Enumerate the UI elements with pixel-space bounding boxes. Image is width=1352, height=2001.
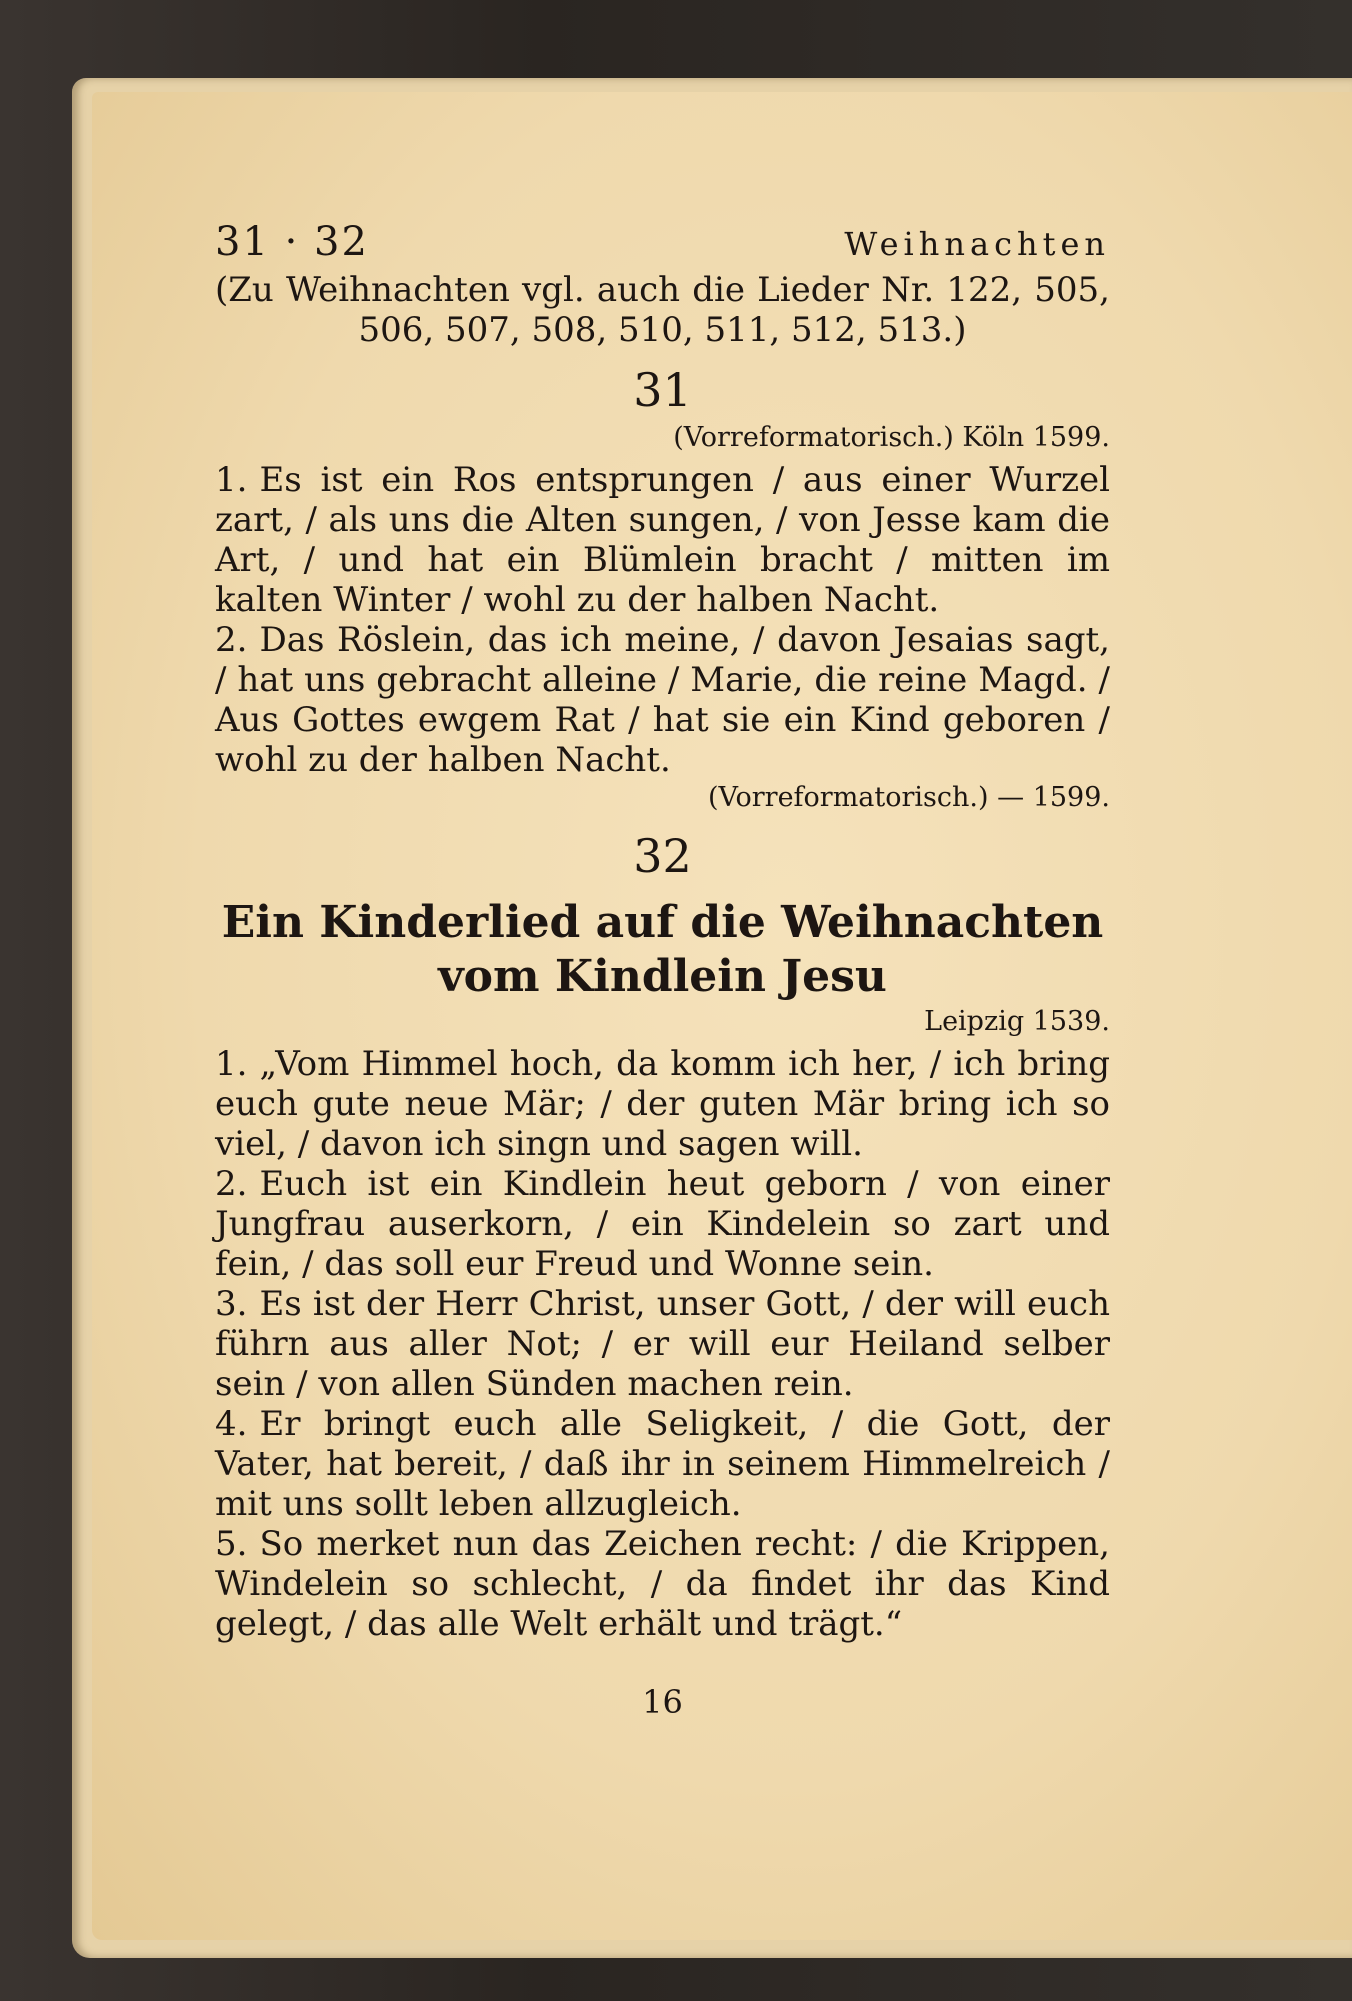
verse-number: 1. bbox=[215, 1044, 248, 1084]
song-31-verse-1 bbox=[215, 460, 1110, 620]
song-32-verse-1 bbox=[215, 1044, 1110, 1164]
song-number-range: 31 · 32 bbox=[215, 219, 369, 265]
verse-text: Es ist ein Ros entsprungen / aus einer Wurzel zart, / als uns die Alten sungen, / von Jesse kam die Art, / und hat ein Blümlein bracht / mitten im kalten Winter / wohl zu der halben Nacht. bbox=[215, 460, 1110, 620]
song-32-verse-5 bbox=[215, 1524, 1110, 1644]
book-page bbox=[92, 92, 1352, 1940]
verse-number: 3. bbox=[215, 1284, 248, 1324]
song-32-verse-3 bbox=[215, 1284, 1110, 1404]
song-32-title-line-1: Ein Kinderlied auf die Weihnachten bbox=[221, 897, 1104, 948]
song-32-verse-2 bbox=[215, 1164, 1110, 1284]
verse-text: Das Röslein, das ich meine, / davon Jesaias sagt, / hat uns gebracht alleine / Marie, die reine Magd. / Aus Gottes ewgem Rat / hat sie ein Kind geboren / wohl zu der halben Nacht. bbox=[215, 620, 1110, 780]
song-32-source: Leipzig 1539. bbox=[924, 1006, 1110, 1037]
verse-text: „Vom Himmel hoch, da komm ich her, / ich bring euch gute neue Mär; / der guten Mär bring ich so viel, / davon ich singn und sagen will. bbox=[215, 1044, 1110, 1164]
verse-text: Er bringt euch alle Seligkeit, / die Gott, der Vater, hat bereit, / daß ihr in seinem Himmelreich / mit uns sollt leben allzugleich. bbox=[215, 1404, 1110, 1524]
verse-number: 1. bbox=[215, 460, 248, 500]
verse-number: 4. bbox=[215, 1404, 248, 1444]
page-number: 16 bbox=[642, 1683, 683, 1721]
page-header bbox=[215, 219, 1110, 265]
song-32-verse-4 bbox=[215, 1404, 1110, 1524]
song-31-verse-2 bbox=[215, 620, 1110, 780]
song-number-32: 32 bbox=[633, 829, 692, 883]
song-31-footnote-source: (Vorreformatorisch.) — 1599. bbox=[707, 782, 1110, 813]
page-content bbox=[215, 219, 1110, 1722]
verse-number: 2. bbox=[215, 1164, 248, 1204]
song-number-31: 31 bbox=[633, 363, 692, 417]
song-32-title bbox=[215, 896, 1110, 1004]
verse-text: Es ist der Herr Christ, unser Gott, / der will euch führn aus aller Not; / er will eur Heiland selber sein / von allen Sünden machen rein. bbox=[215, 1284, 1110, 1404]
verse-text: Euch ist ein Kindlein heut geborn / von einer Jungfrau auserkorn, / ein Kindelein so zart und fein, / das soll eur Freud und Wonne sein. bbox=[215, 1164, 1110, 1284]
verse-number: 2. bbox=[215, 620, 248, 660]
verse-text: So merket nun das Zeichen recht: / die Krippen, Windelein so schlecht, / da findet ihr das Kind gelegt, / das alle Welt erhält und trägt.“ bbox=[215, 1524, 1110, 1644]
running-head: Weihnachten bbox=[844, 225, 1110, 263]
cross-reference-note: (Zu Weihnachten vgl. auch die Lieder Nr. 122, 505, 506, 507, 508, 510, 511, 512, 513.) bbox=[215, 270, 1110, 350]
verse-number: 5. bbox=[215, 1524, 248, 1564]
song-31-source: (Vorreformatorisch.) Köln 1599. bbox=[673, 422, 1110, 453]
song-32-title-line-2: vom Kindlein Jesu bbox=[438, 951, 887, 1002]
